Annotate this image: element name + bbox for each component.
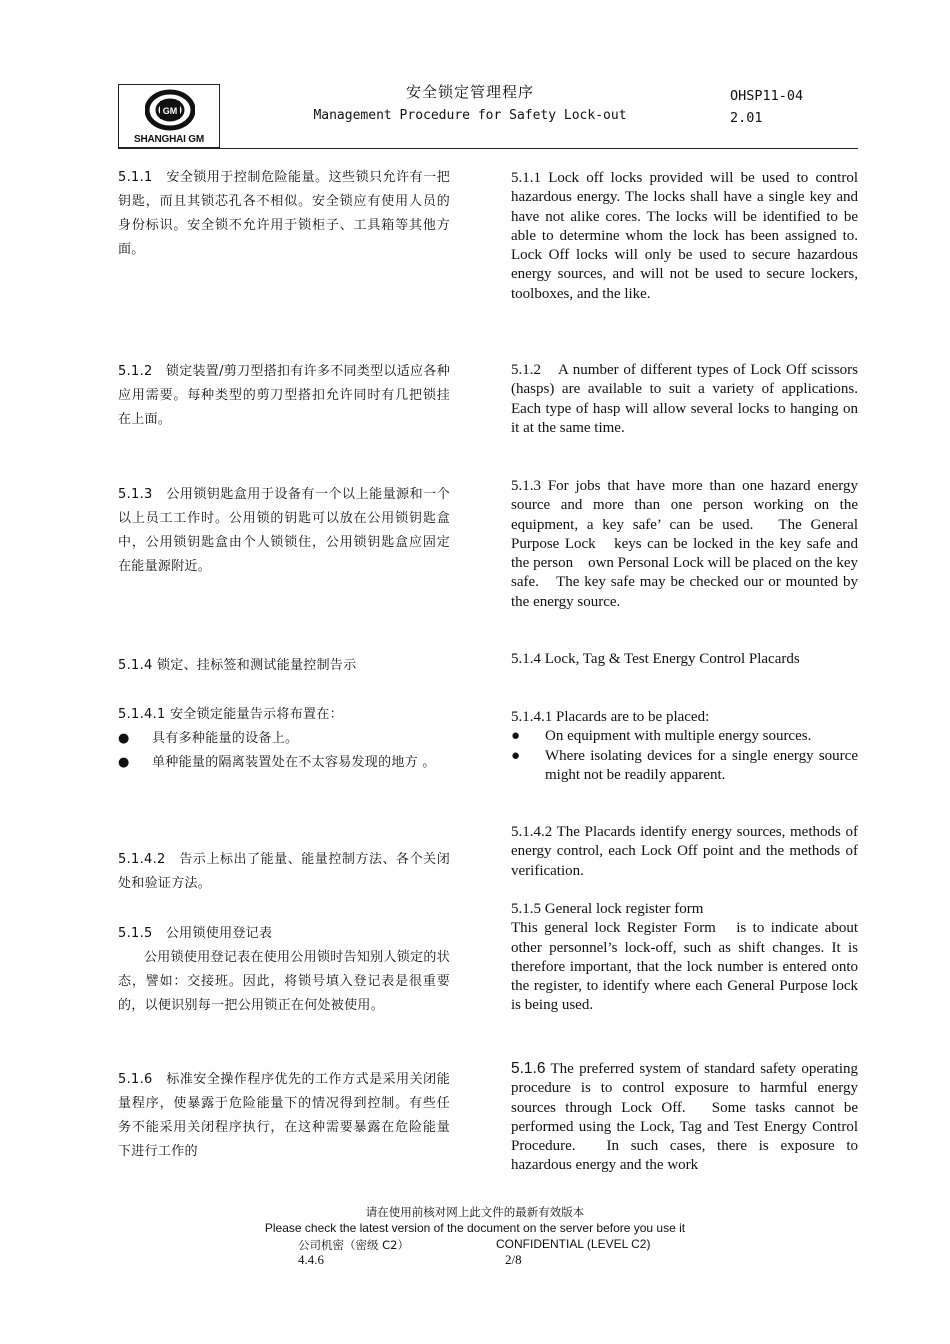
- en-section-5-1-2: [511, 361, 874, 438]
- cn-paragraph: 5.1.2 锁定装置/剪刀型搭扣有许多不同类型以适应各种应用需要。每种类型的剪刀型搭扣允许同时有几把锁挂在上面。: [118, 364, 450, 427]
- section-number: 5.1.6: [511, 1060, 546, 1077]
- cn-heading: 5.1.4 锁定、挂标签和测试能量控制告示: [118, 658, 357, 673]
- cn-section-5-1-1: [118, 166, 450, 262]
- cn-paragraph: 5.1.4.2 告示上标出了能量、能量控制方法、各个关闭处和验证方法。: [118, 852, 450, 891]
- footer-notice-cn: 请在使用前核对网上此文件的最新有效版本: [365, 1205, 585, 1219]
- en-heading: 5.1.5 General lock register form: [511, 901, 704, 917]
- cn-bullet-list: [118, 727, 450, 775]
- en-bullet-list: [511, 727, 858, 785]
- en-paragraph: 5.1.3 For jobs that have more than one hazard energy source and more than one person working on the equipment, a key safe’ can be used. The General Purpose Lock keys can be locked in the key safe and the person own Personal Lock will be placed on the key safe. The key safe may be checked our or mounted by the energy source.: [511, 478, 858, 610]
- list-item: [511, 747, 858, 786]
- cn-section-5-1-4-1: [118, 703, 450, 775]
- en-paragraph-text: The preferred system of standard safety operating procedure is to control exposure to harmful energy sources through Lock Off. Some tasks cannot be performed using the Lock, Tag and Test Energy Control Procedure. In such cases, there is exposure to hazardous energy and the work: [511, 1061, 858, 1174]
- bullet-icon: ●: [118, 755, 130, 770]
- en-heading: 5.1.4 Lock, Tag & Test Energy Control Placards: [511, 651, 800, 667]
- gm-emblem-icon: [145, 89, 195, 131]
- cn-paragraph: 5.1.6 标准安全操作程序优先的工作方式是采用关闭能量程序，使暴露于危险能量下的情况得到控制。有些任务不能采用关闭程序执行，在这种需要暴露在危险能量下进行工作的: [118, 1072, 450, 1159]
- title-cn: 安全锁定管理程序: [405, 83, 534, 101]
- cn-section-5-1-2: [118, 360, 450, 432]
- en-paragraph: 5.1.4.2 The Placards identify energy sources, methods of energy control, each Lock Off point and the methods of verification.: [511, 824, 858, 879]
- en-section-5-1-4: [511, 650, 858, 669]
- bullet-icon: ●: [511, 728, 521, 745]
- cn-section-5-1-4-2: [118, 848, 450, 896]
- svg-text:GM: GM: [162, 106, 178, 116]
- confidential-cn: 公司机密（密级 C2）: [298, 1238, 410, 1252]
- list-item-text: 单种能量的隔离装置处在不太容易发现的地方 。: [152, 755, 436, 770]
- title-en: Management Procedure for Safety Lock-out: [313, 108, 627, 123]
- shanghai-gm-logo: [118, 84, 220, 148]
- list-item: [118, 727, 450, 751]
- en-paragraph: [511, 1059, 858, 1176]
- cn-section-5-1-6: [118, 1068, 450, 1164]
- cn-section-5-1-3: [118, 483, 450, 579]
- en-paragraph: This general lock Register Form is to indicate about other personnel’s lock-off, such as shift changes. It is therefore important, that the lock number is entered onto the register, to identify where each General Purpose lock is being used.: [511, 920, 858, 1014]
- list-item-text: On equipment with multiple energy sources.: [545, 728, 812, 745]
- list-item: [511, 727, 858, 746]
- doc-code: OHSP11-04: [730, 88, 804, 104]
- cn-section-5-1-5: [118, 922, 450, 1018]
- cn-paragraph: 公用锁使用登记表在使用公用锁时告知别人锁定的状态，譬如：交接班。因此，将锁号填入登记表是很重要的，以便识别每一把公用锁正在何处被使用。: [118, 950, 450, 1013]
- en-section-5-1-3: [511, 477, 858, 612]
- list-item: [118, 751, 450, 775]
- footer-notice-en: Please check the latest version of the document on the server before you use it: [264, 1221, 686, 1235]
- bullet-icon: ●: [511, 747, 521, 764]
- en-paragraph: 5.1.1 Lock off locks provided will be used to control hazardous energy. The locks shall have a single key and have not alike cores. The locks will be identified to be able to determine whom the lock has been assigned to. Lock Off locks will only be used to secure hazardous energy sources, and will not be used to secure lockers, toolboxes, and the like.: [511, 170, 858, 302]
- en-section-5-1-4-1: [511, 708, 858, 785]
- list-item-text: Where isolating devices for a single energy source might not be readily apparent.: [545, 747, 858, 783]
- cn-paragraph: 5.1.1 安全锁用于控制危险能量。这些锁只允许有一把钥匙，而且其锁芯孔各不相似。安全锁应有使用人员的身份标识。安全锁不允许用于锁柜子、工具箱等其他方面。: [118, 170, 450, 257]
- form-number: 4.4.6: [298, 1252, 324, 1267]
- cn-paragraph: 5.1.4.1 安全锁定能量告示将布置在：: [118, 707, 343, 722]
- en-section-5-1-1: [511, 169, 858, 304]
- cn-section-5-1-4: [118, 654, 450, 678]
- en-paragraph: 5.1.2 A number of different types of Lock Off scissors (hasps) are available to suit a variety of applications. Each type of hasp will allow several locks to hanging on it at the same time.: [511, 362, 874, 436]
- bullet-icon: ●: [118, 731, 130, 746]
- en-section-5-1-5: [511, 900, 858, 1016]
- header-divider: [118, 148, 858, 149]
- cn-paragraph: 5.1.3 公用锁钥匙盒用于设备有一个以上能量源和一个以上员工工作时。公用锁的钥匙可以放在公用锁钥匙盒中，公用锁钥匙盒由个人锁锁住，公用锁钥匙盒应固定在能量源附近。: [118, 487, 450, 574]
- doc-version: 2.01: [730, 110, 763, 126]
- en-section-5-1-6: [511, 1059, 858, 1176]
- list-item-text: 具有多种能量的设备上。: [152, 731, 299, 746]
- confidential-en: CONFIDENTIAL (LEVEL C2): [496, 1237, 651, 1251]
- en-paragraph: 5.1.4.1 Placards are to be placed:: [511, 709, 710, 725]
- cn-heading: 5.1.5 公用锁使用登记表: [118, 926, 273, 941]
- logo-text: SHANGHAI GM: [133, 134, 205, 145]
- en-section-5-1-4-2: [511, 823, 858, 881]
- page-number: 2/8: [505, 1252, 522, 1267]
